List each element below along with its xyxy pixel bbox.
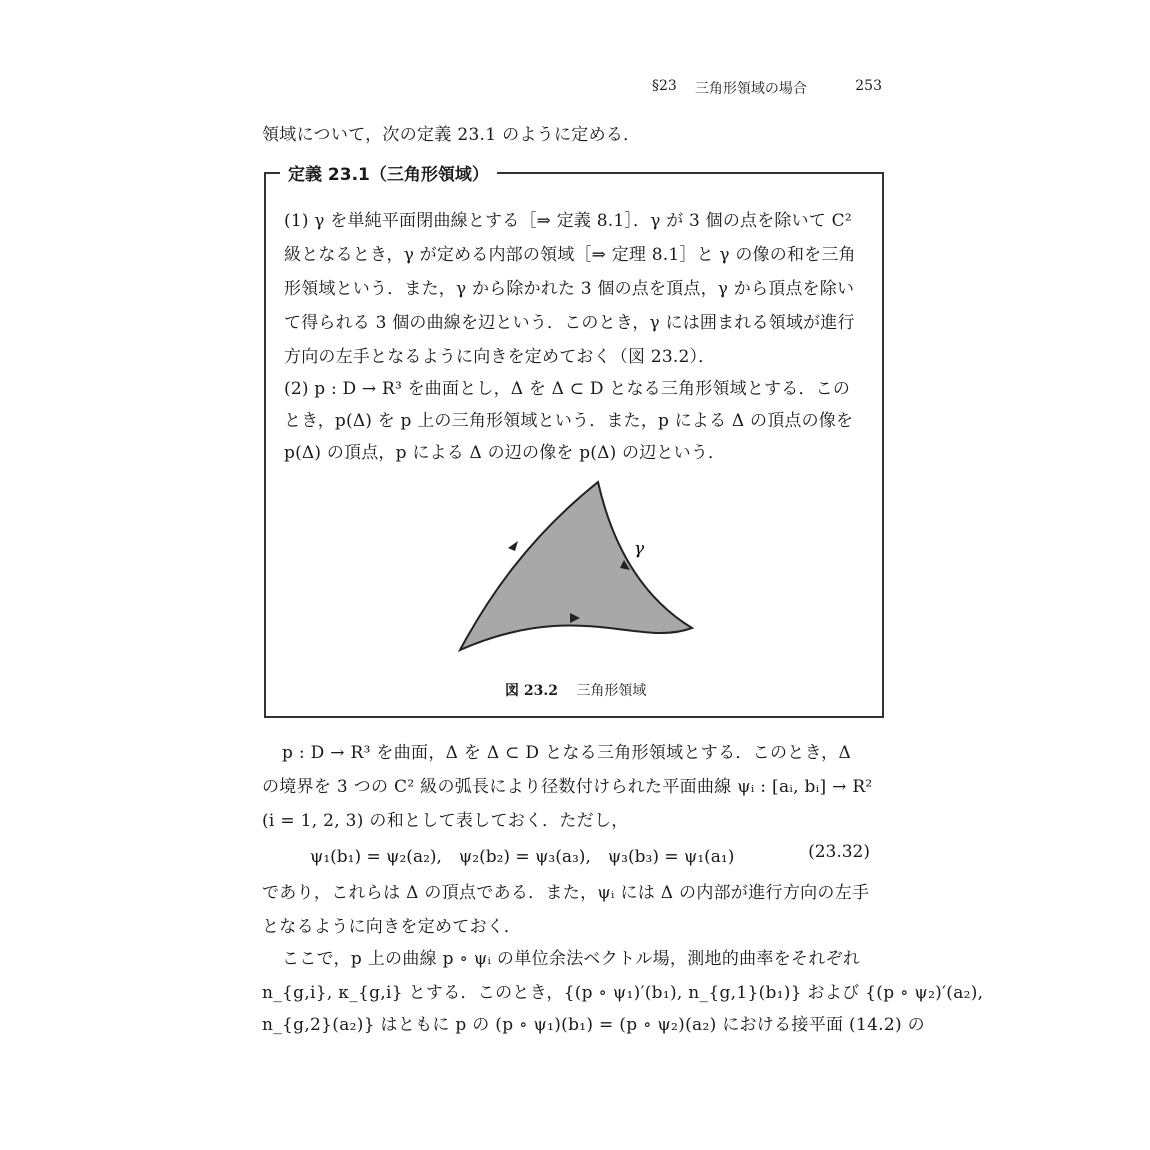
triangle-region-figure — [448, 478, 708, 668]
body-line: ここで，p 上の曲線 p ∘ ψᵢ の単位余法ベクトル場，測地的曲率をそれぞれ — [282, 949, 861, 969]
section-title: 三角形領域の場合 — [694, 81, 807, 97]
figure-caption-text: 三角形領域 — [576, 683, 647, 699]
body-line: (i = 1, 2, 3) の和として表しておく．ただし， — [262, 811, 629, 831]
body-line: n_{g,2}(a₂)} はともに p の (p ∘ ψ₁)(b₁) = (p ∘ ψ₂)(a₂) における接平面 (14.2) の — [262, 1015, 925, 1035]
equation-number: (23.32) — [808, 842, 870, 862]
body-line: であり，これらは Δ の頂点である．また，ψᵢ には Δ の内部が進行方向の左手 — [262, 883, 870, 903]
equation-23-32 — [310, 842, 870, 867]
figure-caption — [505, 680, 646, 700]
definition-line: 方向の左手となるように向きを定めておく（図 23.2）． — [284, 347, 716, 367]
body-line: n_{g,i}, κ_{g,i} とする．このとき，{(p ∘ ψ₁)′(b₁), n_{g,1}(b₁)} および {(p ∘ ψ₂)′(a₂), — [262, 983, 984, 1003]
definition-line: p(Δ) の頂点，p による Δ の辺の像を p(Δ) の辺という． — [284, 443, 726, 463]
equation-body: ψ₁(b₁) = ψ₂(a₂), ψ₂(b₂) = ψ₃(a₃), ψ₃(b₃) = ψ₁(a₁) — [310, 847, 735, 867]
page-number: 253 — [855, 78, 882, 94]
definition-title: 定義 23.1（三角形領域） — [280, 160, 497, 185]
section-number: §23 — [652, 78, 677, 94]
body-line: の境界を 3 つの C² 級の弧長により径数付けられた平面曲線 ψᵢ : [aᵢ, bᵢ] → R² — [262, 777, 873, 797]
body-line: p : D → R³ を曲面，Δ を Δ ⊂ D となる三角形領域とする．このとき，Δ — [282, 743, 852, 763]
definition-line: て得られる 3 個の曲線を辺という．このとき，γ には囲まれる領域が進行 — [284, 313, 855, 333]
definition-line: 級となるとき，γ が定める内部の領域［⇒ 定理 8.1］と γ の像の和を三角 — [284, 245, 856, 265]
triangle-region-shape — [460, 482, 692, 650]
definition-line: (2) p : D → R³ を曲面とし，Δ を Δ ⊂ D となる三角形領域とする．この — [284, 379, 851, 399]
body-line: となるように向きを定めておく． — [262, 917, 522, 937]
running-header — [652, 78, 882, 98]
definition-line: (1) γ を単純平面閉曲線とする［⇒ 定義 8.1］．γ が 3 個の点を除いて C² — [284, 211, 852, 231]
definition-line: とき，p(Δ) を p 上の三角形領域という．また，p による Δ の頂点の像を — [284, 411, 854, 431]
curve-label-gamma: γ — [634, 539, 645, 559]
definition-line: 形領域という．また，γ から除かれた 3 個の点を頂点，γ から頂点を除い — [284, 279, 855, 299]
intro-line: 領域について，次の定義 23.1 のように定める． — [262, 125, 641, 145]
figure-number: 図 23.2 — [505, 683, 558, 699]
direction-arrow-left — [508, 541, 518, 551]
